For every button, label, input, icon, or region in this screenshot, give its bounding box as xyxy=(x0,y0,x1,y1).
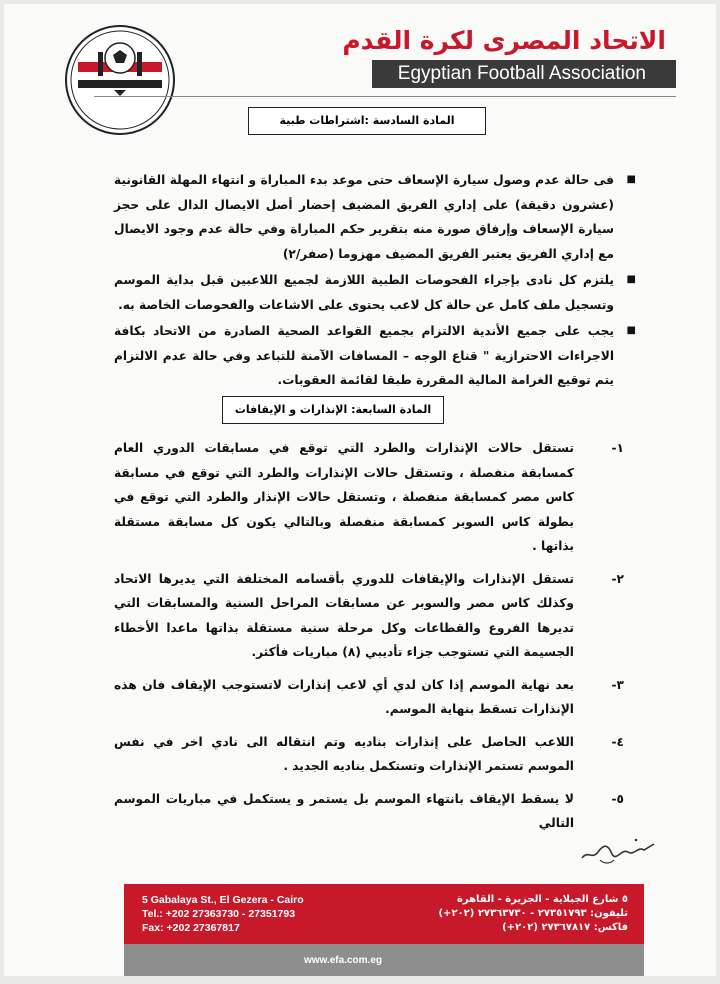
footer-contact-bar xyxy=(124,884,644,944)
list-item xyxy=(114,567,624,665)
bullet-icon: ■ xyxy=(626,174,636,185)
footer-address-en: 5 Gabalaya St., El Gezera - Cairo xyxy=(142,894,304,906)
section6-bullet-list xyxy=(114,168,636,393)
list-item xyxy=(114,730,624,779)
document-page xyxy=(4,4,716,976)
section6-title: المادة السادسة :اشتراطات طبية xyxy=(248,107,486,135)
footer-website-link[interactable]: www.efa.com.eg xyxy=(304,955,382,966)
org-name-arabic: الاتحاد المصرى لكرة القدم xyxy=(342,26,666,55)
list-item-text: بعد نهاية الموسم إذا كان لدي أي لاعب إنذارات لاتستوجب الإيقاف فان هذه الإنذارات تسقط بنهاية الموسم. xyxy=(114,677,574,716)
header-divider xyxy=(94,96,676,97)
footer-tel-ar: تليفون: ٢٧٣٥١٧٩٣ - ٢٧٣٦٣٧٣٠ (٢٠٢+) xyxy=(438,908,628,919)
section7-title: المادة السابعة: الإنذارات و الإيقافات xyxy=(222,396,444,424)
list-item xyxy=(114,319,636,393)
list-item-text: يلتزم كل نادى بإجراء الفحوصات الطبية اللازمة لجميع اللاعبين قبل بداية الموسم وتسجيل ملف كامل عن حالة كل لاعب يحتوى على الاشاعات والفحوصات الخاصة به. xyxy=(114,273,614,312)
list-item-text: فى حالة عدم وصول سيارة الإسعاف حتى موعد بدء المباراة و انتهاء المهلة القانونية (عشرون دقيقة) على إداري الفريق المضيف إحضار أصل الايصال الدال على حجز سيارة الإسعاف وإرفاق صورة منه بتقرير حكم المباراة وفي حالة عدم وجود الايصال مع إداري الفريق يعتبر الفريق المضيف مهزوما (صفر/٢) xyxy=(114,173,614,261)
list-item-number: ١- xyxy=(611,441,624,455)
handwritten-signature-icon xyxy=(578,830,658,870)
list-item-text: اللاعب الحاصل على إنذارات بناديه وتم انتقاله الى نادي اخر في نفس الموسم تستمر الإنذارات وتستكمل بناديه الجديد . xyxy=(114,734,574,773)
list-item-number: ٥- xyxy=(611,791,624,806)
list-item xyxy=(114,168,636,266)
list-item-number: ٤- xyxy=(611,734,624,749)
list-item-text: لا يسقط الإيقاف بانتهاء الموسم بل يستمر و يستكمل في مباريات الموسم التالي xyxy=(114,791,574,830)
list-item xyxy=(114,787,624,836)
bullet-icon: ■ xyxy=(626,325,636,336)
list-item-text: تستقل حالات الإنذارات والطرد التي توقع في مسابقات الدوري العام كمسابقة منفصلة ، وتستقل حالات الإنذارات والطرد التي توقع في مسابقة كاس مصر كمسابقة منفصلة ، وتستقل حالات الإنذار والطرد التي توقع في بطولة كاس السوبر كمسابقة منفصلة وبالتالي يكون كل مسابقة مستقلة بذاتها . xyxy=(114,441,574,553)
bullet-icon: ■ xyxy=(626,274,636,285)
list-item-number: ٢- xyxy=(611,571,624,586)
list-item-text: يجب على جميع الأندية الالتزام بجميع القواعد الصحية الصادرة من الاتحاد بكافة الاجراءات الاحترازية " قناع الوجه – المسافات الآمنة للتباعد وفي حالة عدم الالتزام يتم توقيع الغرامة المالية المقررة طبقا لقائمة العقوبات. xyxy=(114,324,614,387)
list-item-text: تستقل الإنذارات والإيقافات للدوري بأقسامه المختلفة التي يديرها الاتحاد وكذلك كاس مصر والسوبر عن مسابقات المراحل السنية والمسابقات التي تديرها الفروع والقطاعات وكل مرحلة سنية مستقلة بذاتها ماعدا الأخطاء الجسيمة التي تستوجب جزاء تأديبي (٨) مباريات فأكثر. xyxy=(114,571,574,659)
org-name-english: Egyptian Football Association xyxy=(372,60,676,88)
footer-address-ar: ٥ شارع الجبلاية - الجزيرة - القاهرة xyxy=(456,894,628,905)
footer-contact-arabic xyxy=(438,893,628,935)
list-item xyxy=(114,436,624,559)
footer-fax-en: Fax: +202 27367817 xyxy=(142,922,240,934)
list-item xyxy=(114,268,636,317)
footer-contact-english xyxy=(142,893,304,935)
section6-body xyxy=(114,168,636,395)
footer-tel-en: Tel.: +202 27363730 - 27351793 xyxy=(142,908,296,920)
section7-body xyxy=(114,436,624,844)
footer-fax-ar: فاكس: ٢٧٣٦٧٨١٧ (٢٠٢+) xyxy=(502,922,628,933)
efa-logo-icon xyxy=(64,24,176,136)
list-item-number: ٣- xyxy=(611,677,624,692)
section7-numbered-list xyxy=(114,436,624,836)
footer-website-bar xyxy=(124,944,644,976)
list-item xyxy=(114,673,624,722)
